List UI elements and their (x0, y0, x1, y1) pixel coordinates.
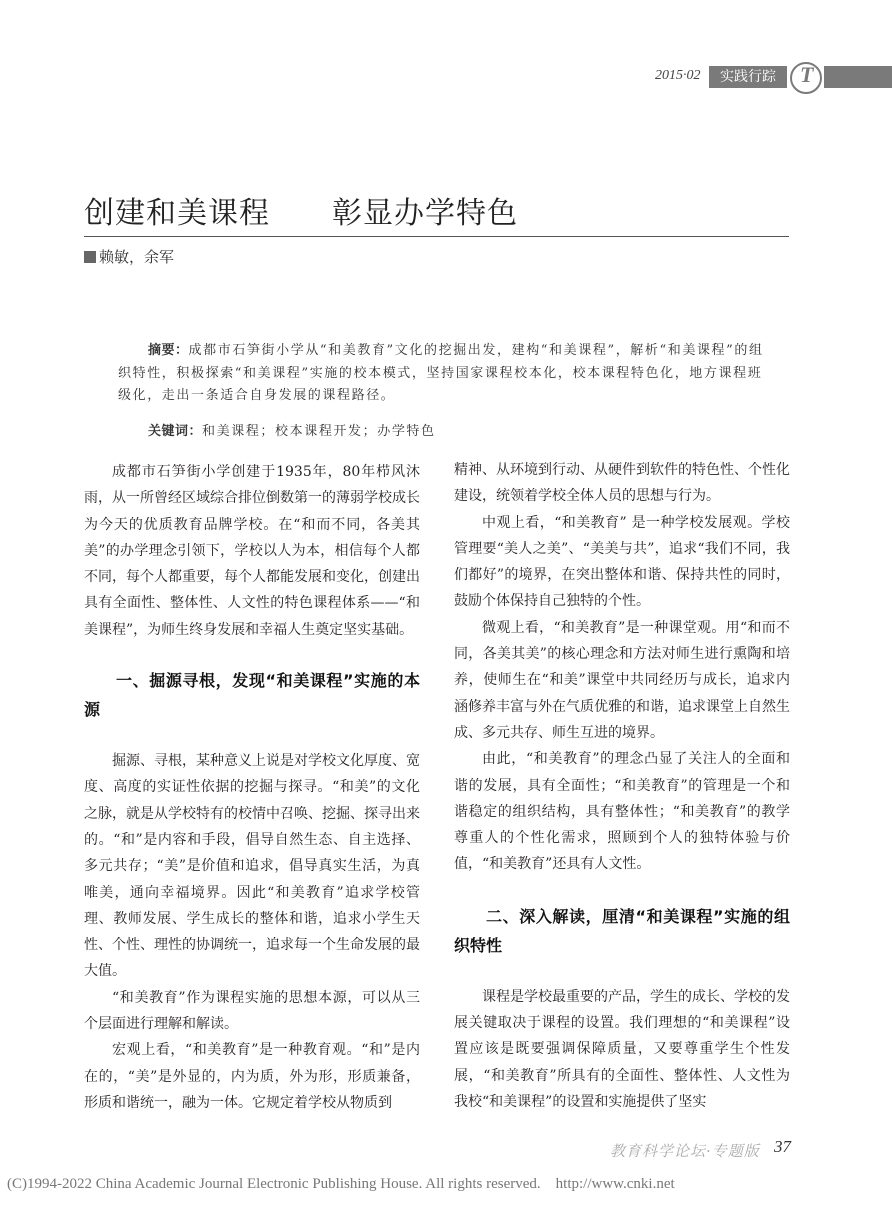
paragraph: 微观上看，“和美教育”是一种课堂观。用“和而不同，各美其美”的核心理念和方法对师生进行熏陶和培养，使师生在“和美”课堂中共同经历与成长，追求内涵修养丰富与外在气质优雅的和谐，追求课堂上自然生成、多元共存、师生互进的境界。 (454, 619, 790, 741)
keywords (148, 420, 436, 439)
keywords-text: 和美课程；校本课程开发；办学特色 (202, 424, 436, 439)
header-bar (824, 66, 892, 88)
paragraph: 中观上看，“和美教育” 是一种学校发展观。学校管理要“美人之美”、“美美与共”，追求“我们不同，我们都好”的境界，在突出整体和谐、保持共性的同时，鼓励个体保持自己独特的个性。 (454, 514, 790, 610)
body-column-right (454, 457, 790, 1115)
article-title: 创建和美课程 彰显办学特色 (84, 196, 518, 231)
author-line (84, 246, 174, 267)
authors: 赖敏，余军 (99, 248, 175, 266)
paragraph: 宏观上看，“和美教育”是一种教育观。“和”是内在的，“美”是外显的，内为质，外为形，形质兼备，形质和谐统一，融为一体。它规定着学校从物质到 (84, 1042, 420, 1111)
journal-name: 教育科学论坛·专题版 (610, 1142, 760, 1160)
title-divider (84, 236, 789, 237)
paragraph: 掘源、寻根，某种意义上说是对学校文化厚度、宽度、高度的实证性依据的挖掘与探寻。“和美”的文化之脉，就是从学校特有的校情中召唤、挖掘、探寻出来的。“和”是内容和手段，倡导自然生态、自主选择、多元共存；“美”是价值和追求，倡导真实生活，为真唯美，通向幸福境界。因此“和美教育”追求学校管理、教师发展、学生成长的整体和谐，追求小学生天性、个性、理性的协调统一，追求每一个生命发展的最大值。 (84, 753, 420, 980)
paragraph: 精神、从环境到行动、从硬件到软件的特色性、个性化建设，统领着学校全体人员的思想与行为。 (454, 462, 790, 505)
issue-number: 2015·02 (655, 68, 701, 83)
page-number: 37 (774, 1137, 791, 1156)
abstract-text: 成都市石笋街小学从“和美教育”文化的挖掘出发，建构“和美课程”，解析“和美课程”的组织特性，积极探索“和美课程”实施的校本模式，坚持国家课程校本化，校本课程特色化，地方课程班级化，走出一条适合自身发展的课程路径。 (118, 343, 764, 403)
section-heading-2: 二、深入解读，厘清“和美课程”实施的组织特性 (454, 906, 790, 955)
paragraph: 成都市石笋街小学创建于1935年，80年栉风沐雨，从一所曾经区域综合排位倒数第一的薄弱学校成长为今天的优质教育品牌学校。在“和而不同，各美其美”的办学理念引领下，学校以人为本，相信每个人都不同，每个人都重要，每个人都能发展和变化，创建出具有全面性、整体性、人文性的特色课程体系——“和美课程”，为师生终身发展和幸福人生奠定坚实基础。 (84, 464, 420, 638)
section-label: 实践行踪 (709, 66, 787, 88)
paragraph: 课程是学校最重要的产品，学生的成长、学校的发展关键取决于课程的设置。我们理想的“和美课程”设置应该是既要强调保障质量，又要尊重学生个性发展，“和美教育”所具有的全面性、整体性、人文性为我校“和美课程”的设置和实施提供了坚实 (454, 988, 790, 1110)
section-heading-1: 一、掘源寻根，发现“和美课程”实施的本源 (84, 671, 420, 720)
paragraph: “和美教育”作为课程实施的思想本源，可以从三个层面进行理解和解读。 (84, 989, 420, 1033)
body-column-left (84, 459, 420, 1116)
keywords-label: 关键词： (148, 424, 203, 439)
abstract-label: 摘要： (148, 343, 189, 358)
author-marker-icon (84, 251, 96, 263)
paragraph: 由此，“和美教育”的理念凸显了关注人的全面和谐的发展，具有全面性；“和美教育”的管理是一个和谐稳定的组织结构，具有整体性；“和美教育”的教学尊重人的个性化需求，照顾到个人的独特体验与价值，“和美教育”还具有人文性。 (454, 751, 790, 873)
logo-letter: T (800, 62, 814, 87)
journal-logo-icon (790, 62, 822, 94)
copyright-notice: (C)1994-2022 China Academic Journal Electronic Publishing House. All rights reserved. http://www.cnki.net (7, 1176, 675, 1192)
abstract (118, 340, 768, 408)
